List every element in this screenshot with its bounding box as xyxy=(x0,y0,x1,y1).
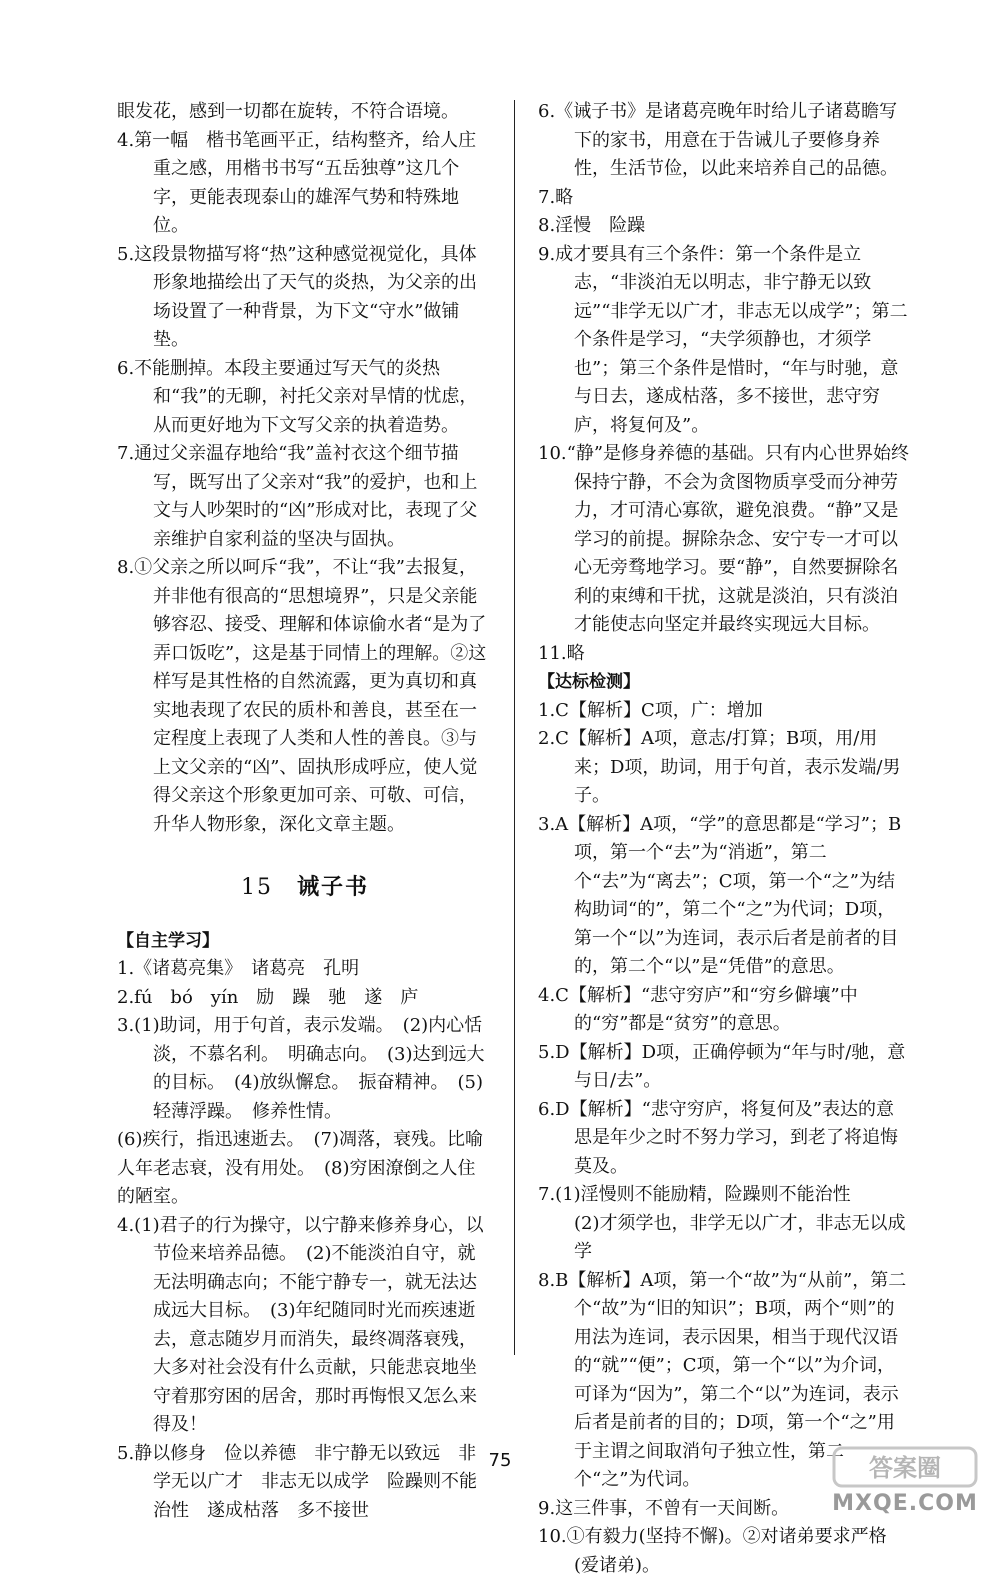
answer-item: 7.略 xyxy=(538,184,910,213)
watermark-logo-icon xyxy=(830,1444,980,1490)
answer-item: 10.①有毅力(坚持不懈)。②对诸弟要求严格(爱诸弟)。 xyxy=(538,1523,910,1580)
answer-item: 8.B【解析】A项，第一个“故”为“从前”，第二个“故”为“旧的知识”；B项，两个“则”的用法为连词，表示因果，相当于现代汉语的“就”“便”；C项，第一个“以”为介词，可译为“因为”，第二个“以”为连词，表示后者是前者的目的；D项，第一个“之”用于主谓之间取消句子独立性，第二个“之”为代词。 xyxy=(538,1267,910,1495)
answer-item: 5.静以修身 俭以养德 非宁静无以致远 非学无以广才 非志无以成学 险躁则不能治性 遂成枯落 多不接世 xyxy=(117,1440,493,1526)
answer-item: 10.“静”是修身养德的基础。只有内心世界始终保持宁静，不会为贪图物质享受而分神劳力，才可清心寡欲，避免浪费。“静”又是学习的前提。摒除杂念、安宁专一才可以心无旁骛地学习。要“静”，自然要摒除名利的束缚和干扰，这就是淡泊，只有淡泊才能使志向坚定并最终实现远大目标。 xyxy=(538,440,910,640)
answer-item: (6)疾行，指迅速逝去。 (7)凋落，衰残。比喻人年老志衰，没有用处。 (8)穷困潦倒之人住的陋室。 xyxy=(117,1126,493,1212)
answer-item: 4.C【解析】“悲守穷庐”和“穷乡僻壤”中的“穷”都是“贫穷”的意思。 xyxy=(538,982,910,1039)
answer-item: 11.略 xyxy=(538,640,910,669)
answer-item: 7.通过父亲温存地给“我”盖衬衣这个细节描写，既写出了父亲对“我”的爱护，也和上文与人吵架时的“凶”形成对比，表现了父亲维护自家利益的坚决与固执。 xyxy=(117,440,493,554)
watermark-logo-text: 答案圈 xyxy=(869,1454,941,1482)
answer-item: 5.这段景物描写将“热”这种感觉视觉化，具体形象地描绘出了天气的炎热，为父亲的出场设置了一种背景，为下文“守水”做铺垫。 xyxy=(117,241,493,355)
answer-item: 2.C【解析】A项，意志/打算；B项，用/用来；D项，助词，用于句首，表示发端/男子。 xyxy=(538,725,910,811)
answer-item: 眼发花，感到一切都在旋转，不符合语境。 xyxy=(117,98,493,127)
column-divider xyxy=(514,100,515,1355)
section-heading-self-study: 【自主学习】 xyxy=(117,927,493,956)
lesson-name: 诫子书 xyxy=(297,874,369,900)
answer-item: 3.A【解析】A项，“学”的意思都是“学习”；B项，第一个“去”为“消逝”，第二个“去”为“离去”；C项，第一个“之”为结构助词“的”，第二个“之”为代词；D项，第一个“以”为连词，表示后者是前者的目的，第二个“以”是“凭借”的意思。 xyxy=(538,811,910,982)
answer-item: 8.①父亲之所以呵斥“我”，不让“我”去报复，并非他有很高的“思想境界”，只是父亲能够容忍、接受、理解和体谅偷水者“是为了弄口饭吃”，这是基于同情上的理解。②这样写是其性格的自然流露，更为真切和真实地表现了农民的质朴和善良，甚至在一定程度上表现了人类和人性的善良。③与上文父亲的“凶”、固执形成呼应，使人觉得父亲这个形象更加可亲、可敬、可信，升华人物形象，深化文章主题。 xyxy=(117,554,493,839)
left-answers-continued xyxy=(117,98,493,839)
answer-item: 5.D【解析】D项，正确停顿为“年与时/驰，意与日/去”。 xyxy=(538,1039,910,1096)
watermark-text: MXQE.COM xyxy=(830,1491,980,1516)
answer-item: 6.《诫子书》是诸葛亮晚年时给儿子诸葛瞻写下的家书，用意在于告诫儿子要修身养性，生活节俭，以此来培养自己的品德。 xyxy=(538,98,910,184)
answer-item: 4.(1)君子的行为操守，以宁静来修养身心，以节俭来培养品德。 (2)不能淡泊自守，就无法明确志向；不能宁静专一，就无法达成远大目标。 (3)年纪随同时光而疾速逝去，意志随岁月而消失，最终凋落衰残，大多对社会没有什么贡献，只能悲哀地坐守着那穷困的居舍，那时再悔恨又怎么来得及！ xyxy=(117,1212,493,1440)
section-heading-standard-check: 【达标检测】 xyxy=(538,668,910,697)
answer-item: 9.这三件事，不曾有一天间断。 xyxy=(538,1495,910,1524)
answer-item: (2)才须学也，非学无以广才，非志无以成学 xyxy=(538,1210,910,1267)
answer-item: 4.第一幅 楷书笔画平正，结构整齐，给人庄重之感，用楷书书写“五岳独尊”这几个字，更能表现泰山的雄浑气势和特殊地位。 xyxy=(117,127,493,241)
right-column xyxy=(538,98,910,1580)
lesson-number: 15 xyxy=(241,875,273,900)
lesson-title xyxy=(117,873,493,903)
answer-item: 6.不能删掉。本段主要通过写天气的炎热和“我”的无聊，衬托父亲对旱情的忧虑，从而更好地为下文写父亲的执着造势。 xyxy=(117,355,493,441)
answer-item: 9.成才要具有三个条件：第一个条件是立志，“非淡泊无以明志，非宁静无以致远”“非学无以广才，非志无以成学”；第二个条件是学习，“夫学须静也，才须学也”；第三个条件是惜时，“年与时驰，意与日去，遂成枯落，多不接世，悲守穷庐，将复何及”。 xyxy=(538,241,910,441)
answer-item: 1.C【解析】C项，广：增加 xyxy=(538,697,910,726)
page-number: 75 xyxy=(0,1450,1000,1471)
left-column xyxy=(117,98,493,1525)
answer-item: 6.D【解析】“悲守穷庐，将复何及”表达的意思是年少之时不努力学习，到老了将追悔莫及。 xyxy=(538,1096,910,1182)
right-answers-continued xyxy=(538,98,910,668)
answer-item: 1.《诸葛亮集》 诸葛亮 孔明 xyxy=(117,955,493,984)
watermark xyxy=(830,1444,980,1518)
answer-item: 8.淫慢 险躁 xyxy=(538,212,910,241)
answer-item: 3.(1)助词，用于句首，表示发端。 (2)内心恬淡，不慕名利。 明确志向。 (3)达到远大的目标。 (4)放纵懈怠。 振奋精神。 (5)轻薄浮躁。 修养性情。 xyxy=(117,1012,493,1126)
answer-item: 2.fú bó yín 励 躁 驰 遂 庐 xyxy=(117,984,493,1013)
answer-item: 7.(1)淫慢则不能励精，险躁则不能治性 xyxy=(538,1181,910,1210)
self-study-answers xyxy=(117,955,493,1525)
